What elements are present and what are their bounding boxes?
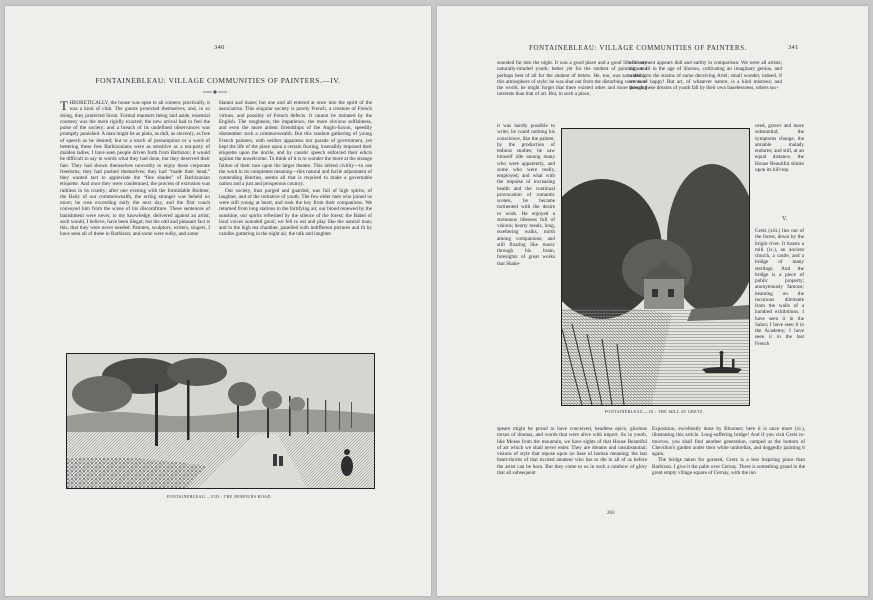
right-column-1-narrow: it was hardly possible to write; he could nothing his conscience, like the painter, by the production of tedious studies; he saw himself idle among many who were apparently, and some who were really, employed; and what with the impulse of increasing health and the continual provocation of romantic scenes, he became tormented with the desire to work. He enjoyed a strenuous idleness full of visions; hearty meals, long, sweltering walks, mirth among companions; and still floating like music through his brain, foresights of great works that Shake- (497, 123, 555, 267)
figure-caption-left: FONTAINEBLEAU.—VIII.: THE NEMOURS ROAD. (166, 494, 273, 499)
article-title: FONTAINEBLEAU: VILLAGE COMMUNITIES OF PAINTERS.—IV. (95, 76, 341, 85)
footer-number: 263 (607, 511, 615, 516)
right-column-2-top: achievement appears dull and earthy in comparison. We were all artists; almost all in the age of illusion, cultivating an imaginary genius, and walking to the strains of some deceiving Ariel; small wonder, indeed, if we were happy! But art, of whatever nature, is a kind mistress; and though these dreams of youth fall by their own baselessness, others suc- (629, 60, 782, 91)
figure-caption-right: FONTAINEBLEAU.—IX.: THE MILL AT GRETZ. (604, 409, 705, 414)
right-column-1-top: sounded far into the night. It was a good place and a good life for any naturally-minded youth; better yet for the student of painting, and perhaps best of all for the student of letters. He, too, was saturated in this atmosphere of style; he was shut out from the disturbing currents of the world, he might forget that there existed other and more pressing interests than that of art. But, in such a place, (497, 60, 647, 98)
paragraph: blatant and inane; but one and all entered at once into the spirit of the association. This singular society is purely French, a creature of French virtues, and possibly of French defects. It cannot be imitated by the English. The roughness, the impatience, the more obvious selfishness, and even the more ardent friendships of the Anglo-Saxon, speedily dismember such a commonwealth. But this random gathering of young French painters, with neither apparatus nor parade of government, yet kept the life of the place upon a certain footing, insensibly imposed their etiquette upon the docile, and by caustic speech enforced their edicts against the unwelcome. To think of it is to wonder the more at the strange failure of their race upon the larger theatre. This inbred civility—to use the word in its completest meaning—this natural and facile adjustment of contending liberties, seems all that is required to make a governable nation and a just and prosperous country. (219, 100, 372, 188)
right-page (437, 6, 868, 596)
right-column-2-narrow-2: Gretz (xiii.) lies out of the forest, down by the bright river. It boasts a mill (ix.), an ancient church, a castle, and a bridge of many sterlings. And the bridge is a piece of public property; anonymously famous; beaming on the incurious dilettante from the walls of a hundred exhibitions. I have seen it in the Salon; I have seen it in the Academy; I have seen it in the last French (755, 228, 804, 347)
drop-cap: T (60, 100, 69, 113)
illustration-nemours-road (66, 353, 375, 489)
page-number-right: 341 (788, 44, 799, 51)
left-column-2 (219, 100, 372, 350)
illustration-mill-at-gretz (561, 128, 750, 406)
paragraph: THEORETICALLY, the house was open to all comers; practically, it was a kind of club. The guests protected themselves, and, in so doing, they protected Siron. Formal manners being laid aside, essential courtesy was the more rigidly exacted; the new arrival had to feel the pulse of the society; and a breach of its undefined observances was promptly punished. A man might be as plain, as dull, as slovenly, as free of speech as he desired; but to a touch of presumption or a word of bettering these free Barbizonians were as sensitive as a tea-party of maiden ladies. I have seen people driven forth from Barbizon; it would be difficult to say in words what they had done, but they deserved their fate. They had shown themselves unworthy to enjoy these corporate freedoms; they had pushed themselves; they had “made their head;” they wanted tact to appreciate the “fine shades” of Barbizonian etiquette. And once they were condemned, the process of extrusion was ruthless in its cruelty; after one evening with the formidable Bodmer, the Baily of our commonwealth, the erring stranger was beheld no more; he rose exceeding early the next day, and the first coach conveyed him from the scene of his discomfiture. These sentences of banishment were never, to my knowledge, delivered against an artist; such would, I believe, have been illegal; but the odd and pleasant fact is this, that they were never needed. Painters, sculptors, writers, singers, I have seen all of these in Barbizon; and some were sulky, and some (60, 100, 210, 238)
right-column-2-narrow: ceed, graver and more substantial; the symptoms change, the amiable malady endures; and still, at an equal distance, the House Beautiful shines upon its hill-top. (755, 123, 804, 173)
title-ornament-icon (202, 89, 228, 95)
left-column-1 (60, 100, 210, 350)
running-head: FONTAINEBLEAU: VILLAGE COMMUNITIES OF PAINTERS. (529, 44, 748, 52)
paragraph: Our society, thus purged and guarded, was full of high spirits, of laughter, and of the initiative of youth. The few elder men who joined us were still young at heart, and took the key from their companions. We returned from long stations in the fortifying air, our blood renewed by the sunshine, our spirits refreshed by the silence of the forest; the Babel of loud voices sounded good; we fell to eat and play like the natural man; and in the high tea chamber, panelled with indifferent pictures and lit by candles guttering in the night air, the talk and laughter (219, 187, 372, 238)
right-column-2-bottom: Exposition, excellently done by Bloomer; here it is once more (xi.), illustrating this article. Long-suffering bridge! And if you visit Gretz to-morrow, you shall find another generation, camped at the bottom of Chevillon's garden under their white umbrellas, and doggedly painting it again. The bridge taken for granted, Gretz is a less inspiring place than Barbizon. I give it the palm over Cernay. There is something grand in the great empty village square of Cernay, with the inn (652, 426, 805, 476)
page-number-left: 340 (214, 44, 225, 51)
left-page (5, 6, 431, 596)
right-column-1-bottom: speare might be proud to have conceived, headless epics, glorious torsos of dramas, and words that were alive with import. So in youth, like Moses from the mountain, we have sights of that House Beautiful of art which we shall never enter. They are dreams and unsubstantial; visions of style that repose upon no base of human meaning; the last heart-throbs of that excited amateur who has to die in all of us before the artist can be born. But they come to us in such a rainbow of glory that all subsequent (497, 426, 647, 476)
section-number: V. (782, 216, 788, 222)
